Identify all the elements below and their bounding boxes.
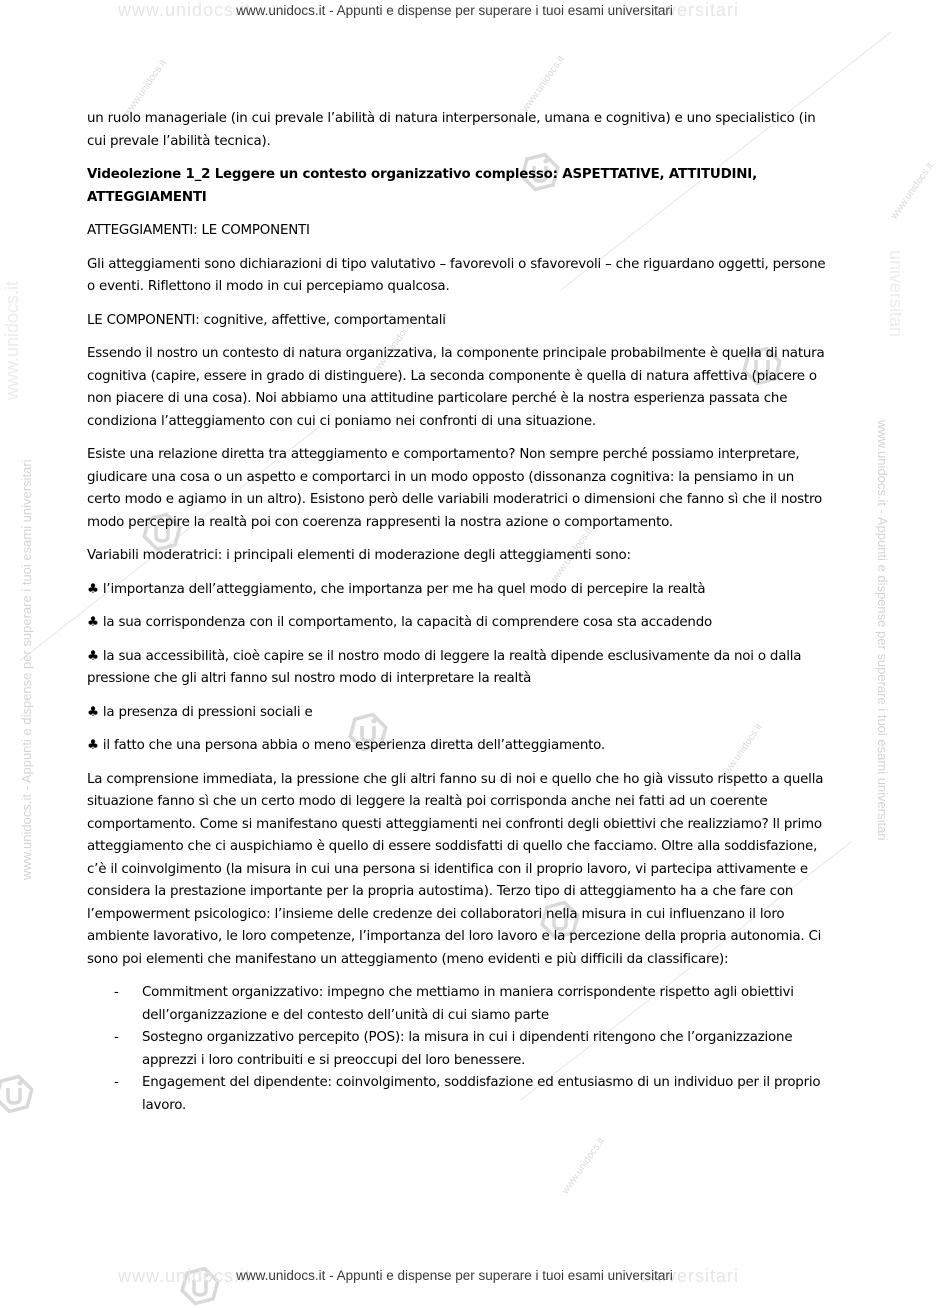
bullet-item: ♣ la sua corrispondenza con il comportamento, la capacità di comprendere cosa sta accadendo bbox=[87, 615, 713, 630]
watermark-diagonal-text: www.unidocs.it bbox=[889, 160, 936, 222]
watermark-ghost-text: www.unidocs.it bbox=[118, 1266, 252, 1286]
watermark-diagonal-text: www.unidocs.it bbox=[548, 525, 595, 587]
watermark-side-right: www.unidocs.it - Appunti e dispense per superare i tuoi esami universitari bbox=[875, 420, 890, 841]
paragraph-comprehension: La comprensione immediata, la pressione che gli altri fanno su di noi e quello che ho già vissuto rispetto a quella situazione fanno sì che un certo modo di leggere la realtà poi corrisponda anche nei fatti ad un coerente comportamento. Come si manifestano questi atteggiamenti nei confronti degli obiettivi che realizziamo? Il primo atteggiamento che ci auspichiamo è quello di essere soddisfatti di quello che facciamo. Oltre alla soddisfazione, c’è il coinvolgimento (la misura in cui una persona si identifica con il proprio lavoro, vi partecipa attivamente e considera la prestazione importante per la propria autostima). Terzo tipo di atteggiamento ha a che fare con l’empowerment psicologico: l’insieme delle credenze dei collaboratori nella misura in cui influenzano il loro ambiente lavorativo, le loro competenze, l’importanza del loro lavoro e la percezione della propria autonomia. Ci sono poi elementi che manifestano un atteggiamento (meno evidenti e più difficili da classificare): bbox=[87, 771, 824, 967]
paragraph-definition: Gli atteggiamenti sono dichiarazioni di tipo valutativo – favorevoli o sfavorevoli – che riguardano oggetti, persone o eventi. Riflettono il modo in cui percepiamo qualcosa. bbox=[87, 256, 826, 294]
paragraph-components: LE COMPONENTI: cognitive, affettive, comportamentali bbox=[87, 312, 446, 328]
paragraph-moderators: Variabili moderatrici: i principali elementi di moderazione degli atteggiamenti sono: bbox=[87, 548, 631, 563]
unidocs-logo-icon bbox=[0, 1072, 36, 1116]
lesson-heading: Videolezione 1_2 Leggere un contesto organizzativo complesso: ASPETTATIVE, ATTITUDINI, ATTEGGIAMENTI bbox=[87, 167, 757, 205]
watermark-header: www.unidocs.it - Appunti e dispense per superare i tuoi esami universitari bbox=[236, 3, 673, 18]
document-body bbox=[87, 108, 827, 1117]
bullet-item: ♣ la presenza di pressioni sociali e bbox=[87, 704, 313, 720]
paragraph-cognitive: Essendo il nostro un contesto di natura organizzativa, la componente principale probabilmente è quella di natura cognitiva (capire, essere in grado di distinguere). La seconda componente è quella di natura affettiva (piacere o non piacere di una cosa). Noi abbiamo una attitudine particolare perché è la nostra esperienza passata che condiziona l’atteggiamento con cui ci poniamo nei confronti di una situazione. bbox=[87, 346, 825, 429]
watermark-diagonal-text: www.unidocs.it bbox=[718, 721, 765, 783]
section-title: ATTEGGIAMENTI: LE COMPONENTI bbox=[87, 223, 310, 238]
watermark-side-left-ghost: www.unidocs.it bbox=[2, 280, 22, 400]
watermark-ghost-text: www.unidocs.it bbox=[118, 0, 252, 20]
bullet-item: ♣ l’importanza dell’atteggiamento, che importanza per me ha quel modo di percepire la realtà bbox=[87, 581, 706, 597]
watermark-diagonal-text: www.unidocs.it bbox=[122, 57, 169, 119]
dash-list bbox=[87, 982, 827, 1117]
watermark-diagonal-text: www.unidocs.it bbox=[560, 1135, 607, 1197]
paragraph-relation: Esiste una relazione diretta tra atteggiamento e comportamento? Non sempre perché possiamo interpretare, giudicare una cosa o un aspetto e comportarci in un modo opposto (dissonanza cognitiva: la pensiamo in un certo modo e agiamo in un altro). Esistono però delle variabili moderatrici o dimensioni che fanno sì che il nostro modo percepire la realtà poi con coerenza rappresenti la nostra azione o comportamento. bbox=[87, 447, 822, 530]
list-item: - Sostegno organizzativo percepito (POS): la misura in cui i dipendenti ritengono che l’organizzazione apprezzi i loro contribuiti e si preoccupi del loro benessere. bbox=[142, 1027, 827, 1072]
bullet-item: ♣ la sua accessibilità, cioè capire se il nostro modo di leggere la realtà dipende esclusivamente da noi o dalla pressione che gli altri fanno sul nostro modo di interpretare la realtà bbox=[87, 648, 802, 686]
watermark-diagonal-text: www.unidocs.it bbox=[372, 313, 419, 375]
watermark-ghost-text: universitari bbox=[640, 1266, 740, 1286]
watermark-diagonal-text: www.unidocs.it bbox=[520, 53, 567, 115]
intro-paragraph: un ruolo manageriale (in cui prevale l’abilità di natura interpersonale, umana e cognitiva) e uno specialistico (in cui prevale l’abilità tecnica). bbox=[87, 111, 816, 149]
watermark-ghost-text: universitari bbox=[640, 0, 740, 20]
bullet-item: ♣ il fatto che una persona abbia o meno esperienza diretta dell’atteggiamento. bbox=[87, 738, 605, 753]
watermark-side-left: www.unidocs.it - Appunti e dispense per superare i tuoi esami universitari bbox=[19, 459, 34, 880]
watermark-side-right-ghost: universitari bbox=[886, 250, 906, 338]
list-item: - Engagement del dipendente: coinvolgimento, soddisfazione ed entusiasmo di un individuo per il proprio lavoro. bbox=[142, 1072, 827, 1117]
watermark-footer: www.unidocs.it - Appunti e dispense per superare i tuoi esami universitari bbox=[236, 1268, 673, 1283]
list-item: - Commitment organizzativo: impegno che mettiamo in maniera corrispondente rispetto agli obiettivi dell’organizzazione e del contesto dell’unità di cui siamo parte bbox=[142, 982, 827, 1027]
